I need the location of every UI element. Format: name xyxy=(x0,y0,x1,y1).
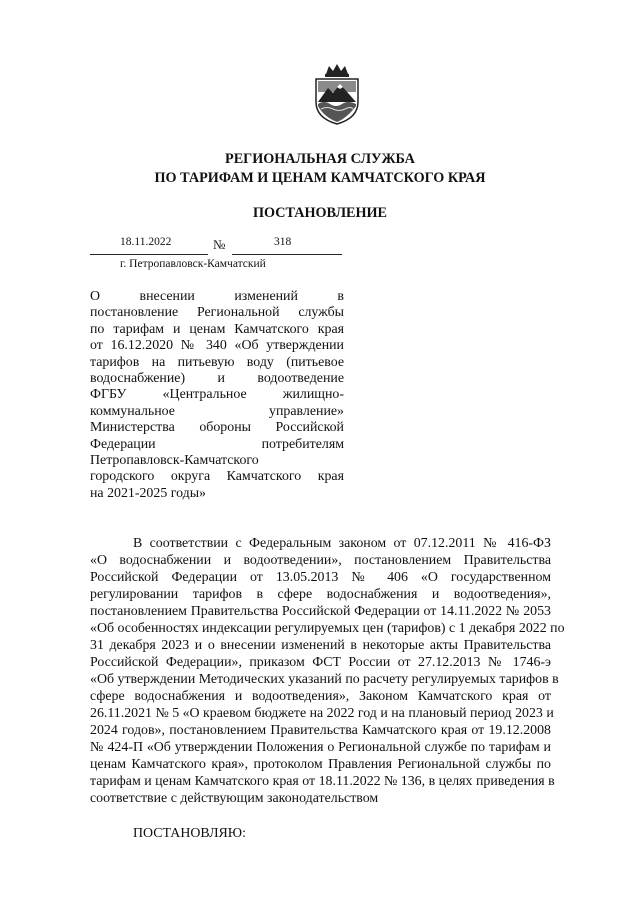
document-date: 18.11.2022 xyxy=(120,236,172,248)
preamble-line: «Об особенностях индексации регулируемых цен (тарифов) с 1 декабря 2022 по xyxy=(90,621,565,636)
preamble-line: «О водоснабжении и водоотведении», постановлением Правительства xyxy=(90,553,551,568)
preamble-line: регулировании тарифов в сфере водоснабжения и водоотведения», xyxy=(90,587,551,602)
preamble-paragraph xyxy=(90,535,565,807)
document-place: г. Петропавловск-Камчатский xyxy=(120,258,266,270)
document-number: 318 xyxy=(274,236,292,248)
subject-line: коммунальное управление» xyxy=(90,403,344,419)
subject-line: на 2021-2025 годы» xyxy=(90,485,206,501)
resolution-word: ПОСТАНОВЛЯЮ: xyxy=(133,826,246,841)
organization-name-line-2: ПО ТАРИФАМ И ЦЕНАМ КАМЧАТСКОГО КРАЯ xyxy=(154,170,486,186)
preamble-line: сфере водоснабжения и водоотведения», Законом Камчатского края от xyxy=(90,689,551,704)
date-underline xyxy=(90,254,208,255)
subject-line: Министерства обороны Российской xyxy=(90,420,344,436)
subject-line: по тарифам и ценам Камчатского края xyxy=(90,321,344,337)
subject-line: от 16.12.2020 № 340 «Об утверждении xyxy=(90,338,344,354)
subject-line: постановление Региональной службы xyxy=(90,305,344,321)
subject-line: О внесении изменений в xyxy=(90,289,344,304)
preamble-line: тарифам и ценам Камчатского края от 18.11.2022 № 136, в целях приведения в xyxy=(90,774,555,789)
preamble-line: В соответствии с Федеральным законом от 07.12.2011 № 416-ФЗ xyxy=(133,536,551,551)
subject-line: тарифов на питьевую воду (питьевое xyxy=(90,354,344,370)
preamble-line: № 424-П «Об утверждении Положения о Региональной службе по тарифам и xyxy=(90,740,551,755)
preamble-line: ценам Камчатского края», протоколом Правления Региональной службы по xyxy=(90,757,551,772)
subject-line: ФГБУ «Центральное жилищно- xyxy=(90,387,344,403)
preamble-line: «Об утверждении Методических указаний по расчету регулируемых тарифов в xyxy=(90,672,559,687)
subject-line: Петропавловск-Камчатского xyxy=(90,452,259,468)
preamble-line: 2024 годов», постановлением Правительства Камчатского края от 19.12.2008 xyxy=(90,723,551,738)
number-underline xyxy=(232,254,342,255)
number-sign: № xyxy=(213,237,226,252)
subject-line: городского округа Камчатского края xyxy=(90,469,344,485)
preamble-line: Российской Федерации», приказом ФСТ России от 27.12.2013 № 1746-э xyxy=(90,655,551,670)
preamble-line: 31 декабря 2023 и о внесении изменений в некоторые акты Правительства xyxy=(90,638,551,653)
document-type-title: ПОСТАНОВЛЕНИЕ xyxy=(252,205,388,221)
preamble-line: 26.11.2021 № 5 «О краевом бюджете на 2022 год и на плановый период 2023 и xyxy=(90,706,554,721)
subject-line: водоснабжение) и водоотведение xyxy=(90,370,344,386)
organization-name-line-1: РЕГИОНАЛЬНАЯ СЛУЖБА xyxy=(225,151,415,167)
kamchatka-coat-of-arms-icon xyxy=(312,62,362,126)
document-subject xyxy=(90,289,344,502)
organization-name xyxy=(0,150,640,188)
preamble-line: постановлением Правительства Российской Федерации от 14.11.2022 № 2053 xyxy=(90,604,551,619)
preamble-line: Российской Федерации от 13.05.2013 № 406 «О государственном xyxy=(90,570,551,585)
preamble-line: соответствие с действующим законодательством xyxy=(90,791,379,806)
subject-line: Федерации потребителям xyxy=(90,436,344,452)
